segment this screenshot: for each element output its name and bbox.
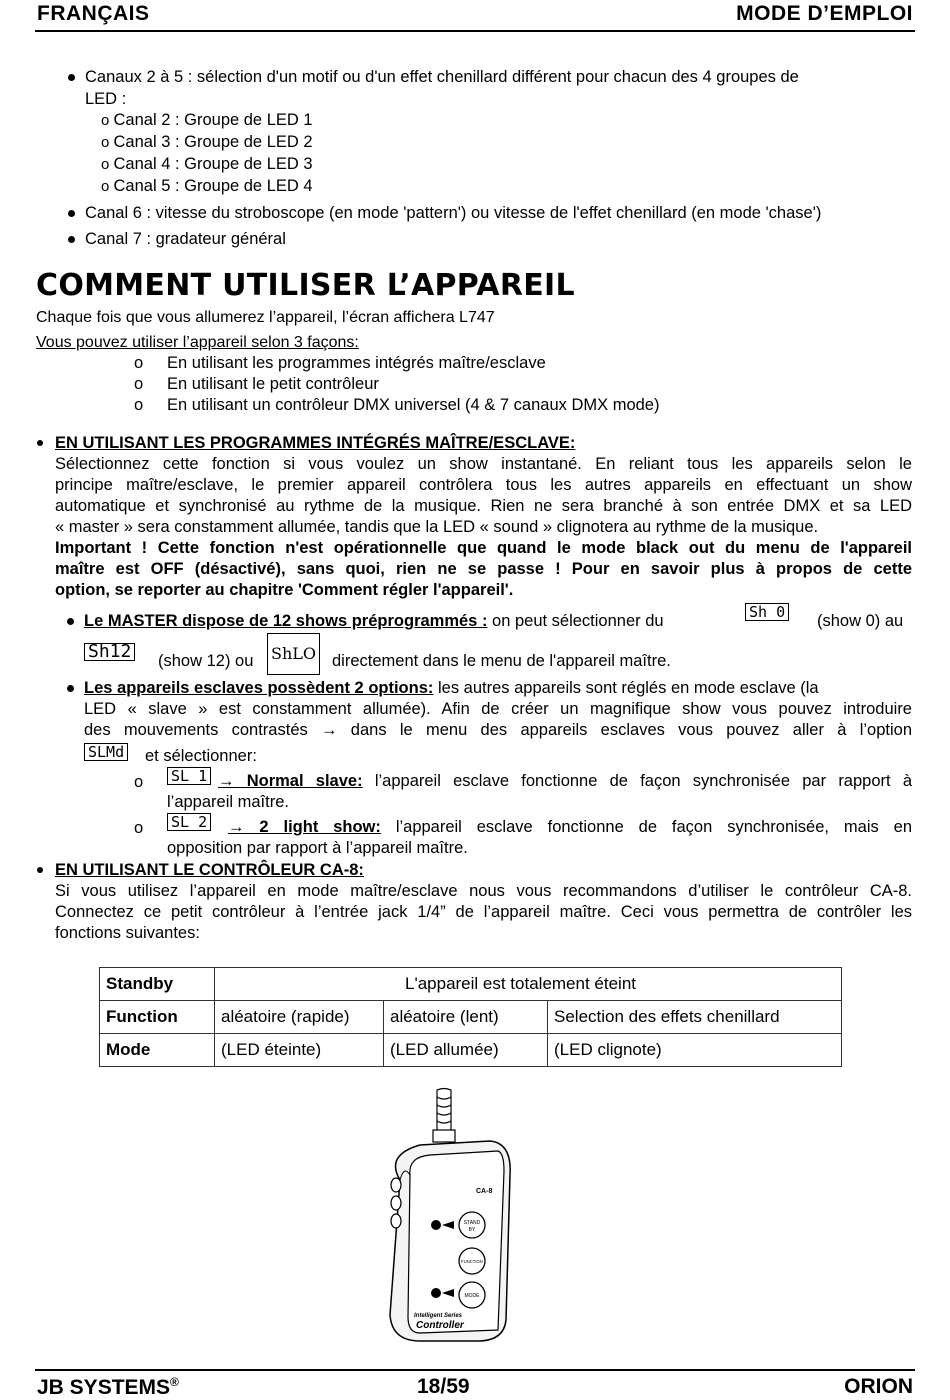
bullet-icon: [67, 618, 74, 625]
table-row: [100, 1001, 842, 1034]
circle-bullet-icon: o: [134, 354, 144, 372]
header-manual-title: MODE D’EMPLOI: [736, 2, 913, 25]
slave-options-text: les autres appareils sont réglés en mode esclave (la: [437, 679, 819, 697]
svg-text:MODE: MODE: [464, 1293, 480, 1299]
led-indicator-icon: [431, 1288, 441, 1298]
slave-select-text: et sélectionner:: [145, 747, 257, 765]
option-2-light-show: → 2 light show: l’appareil esclave fonctionne de façon synchronisée, mais en: [228, 818, 912, 836]
led-icon: [391, 1178, 401, 1228]
brand-small-label: Intelligent Series: [414, 1313, 463, 1319]
bullet-icon: [68, 74, 75, 81]
important-note-last: option, se reporter au chapitre 'Comment régler l'appareil'.: [55, 581, 514, 599]
circle-bullet-icon: o: [101, 156, 114, 173]
table-cell: aléatoire (rapide): [215, 1001, 384, 1034]
way-item: o En utilisant les programmes intégrés maître/esclave: [134, 354, 546, 372]
circle-bullet-icon: o: [134, 396, 144, 414]
channel-7-text: Canal 7 : gradateur général: [85, 230, 286, 248]
channel-6-text: Canal 6 : vitesse du stroboscope (en mode 'pattern') ou vitesse de l'effet chenillard (en mode 'chase'): [85, 204, 822, 222]
master-shows-text: on peut sélectionner du: [492, 612, 664, 630]
table-cell: aléatoire (lent): [384, 1001, 548, 1034]
intro-text: Chaque fois que vous allumerez l’appareil, l’écran affichera L747: [36, 309, 495, 326]
show0-label: (show 0) au: [817, 612, 904, 630]
master-slave-line: Sélectionnez cette fonction si vous voulez un show instantané. En reliant tous les appareils selon le: [55, 455, 912, 473]
table-cell: Selection des effets chenillard: [548, 1001, 842, 1034]
controller-heading: EN UTILISANT LE CONTRÔLEUR CA-8:: [55, 861, 364, 879]
table-row-label: Mode: [100, 1034, 215, 1067]
master-end-text: directement dans le menu de l'appareil maître.: [332, 652, 671, 670]
section-title: COMMENT UTILISER L’APPAREIL: [36, 268, 575, 303]
function-button[interactable]: [459, 1248, 485, 1274]
slave-options-line: LED « slave » est constamment allumée). Afin de créer un magnifique show vous pouvez introduire: [84, 700, 912, 718]
circle-bullet-icon: o: [134, 773, 144, 791]
channel-2-5-cont: LED :: [85, 90, 127, 108]
bullet-icon: [68, 236, 75, 243]
registered-mark: ®: [170, 1375, 179, 1389]
sub-channel-item: o Canal 2 : Groupe de LED 1: [101, 111, 313, 129]
master-slave-line-last: « master » sera constamment allumée, tandis que la LED « sound » clignotera au rythme de la musique.: [55, 518, 819, 536]
slave-options-title: Les appareils esclaves possèdent 2 options:: [84, 679, 434, 697]
header-language: FRANÇAIS: [37, 2, 150, 25]
footer-brand: JB SYSTEMS®: [37, 1375, 179, 1399]
table-cell: (LED allumée): [384, 1034, 548, 1067]
circle-bullet-icon: o: [101, 178, 114, 195]
sub-channel-item: o Canal 4 : Groupe de LED 3: [101, 155, 313, 173]
footer-product: ORION: [844, 1375, 913, 1398]
bullet-icon: [37, 867, 43, 873]
option-normal-slave-cont: l’appareil maître.: [167, 793, 289, 811]
table-row: [100, 968, 842, 1001]
page-footer: [35, 1369, 915, 1399]
option-2-light-show-cont: opposition par rapport à l’appareil maître.: [167, 839, 468, 857]
table-row-label: Standby: [100, 968, 215, 1001]
important-note: Important ! Cette fonction n'est opérationnelle que quand le mode black out du menu de l'appareil: [55, 539, 912, 557]
master-slave-line: automatique et synchronisé au rythme de la musique. Rien ne sera branché à son entrée DMX et sa LED: [55, 497, 912, 515]
controller-body: [390, 1141, 510, 1341]
model-label: CA-8: [476, 1188, 493, 1195]
lcd-shlo-display: ShLO: [267, 633, 320, 675]
option-normal-slave: → Normal slave: l’appareil esclave fonctionne de façon synchronisée par rapport à: [218, 772, 912, 790]
way-item: o En utilisant un contrôleur DMX universel (4 & 7 canaux DMX mode): [134, 396, 660, 414]
sub-channel-item: o Canal 5 : Groupe de LED 4: [101, 177, 313, 195]
master-slave-line: principe maître/esclave, le premier appareil contrôlera tous les autres appareils en effectuant un show: [55, 476, 912, 494]
table-row-label: Function: [100, 1001, 215, 1034]
channel-2-5-text: Canaux 2 à 5 : sélection d'un motif ou d'un effet chenillard différent pour chacun des 4 groupes de: [85, 68, 799, 86]
lcd-sl1-display: SL 1: [167, 767, 211, 785]
master-shows-line: [84, 611, 664, 632]
led-indicator-icon: [431, 1220, 441, 1230]
lcd-show0-display: Sh 0: [745, 603, 789, 621]
cable-icon: [433, 1089, 455, 1143]
controller-line: Connectez ce petit contrôleur à l’entrée jack 1/4” de l’appareil maître. Ceci vous permettra de contrôler les: [55, 903, 912, 921]
master-shows-title: Le MASTER dispose de 12 shows préprogrammés :: [84, 612, 488, 630]
circle-bullet-icon: o: [101, 112, 114, 129]
circle-bullet-icon: o: [134, 375, 144, 393]
slave-options-line: [84, 678, 819, 699]
controller-functions-table: [99, 967, 842, 1067]
page-header: [35, 0, 915, 32]
ca8-controller-illustration: [380, 1085, 520, 1345]
lcd-show12-display: Sh12: [84, 643, 135, 661]
svg-text:STAND: STAND: [463, 1220, 481, 1226]
circle-bullet-icon: o: [101, 134, 114, 151]
table-cell: L'appareil est totalement éteint: [215, 968, 842, 1001]
bullet-icon: [67, 685, 74, 692]
show12-label: (show 12) ou: [158, 652, 254, 670]
way-item: o En utilisant le petit contrôleur: [134, 375, 379, 393]
slave-options-line: des mouvements contrastés → dans le menu des appareils esclaves vous pouvez aller à l’option: [84, 721, 912, 739]
table-row: [100, 1034, 842, 1067]
table-cell: (LED clignote): [548, 1034, 842, 1067]
page-number: 18/59: [417, 1375, 470, 1398]
circle-bullet-icon: o: [134, 819, 144, 837]
ways-heading: Vous pouvez utiliser l’appareil selon 3 façons:: [36, 334, 359, 351]
controller-line-last: fonctions suivantes:: [55, 924, 200, 942]
bullet-icon: [37, 440, 43, 446]
svg-text:FUNCTION: FUNCTION: [461, 1259, 483, 1264]
lcd-sl2-display: SL 2: [167, 813, 211, 831]
controller-line: Si vous utilisez l’appareil en mode maître/esclave nous vous recommandons d’utiliser le contrôleur CA-8.: [55, 882, 912, 900]
sub-channel-item: o Canal 3 : Groupe de LED 2: [101, 133, 313, 151]
master-slave-heading: EN UTILISANT LES PROGRAMMES INTÉGRÉS MAÎTRE/ESCLAVE:: [55, 434, 576, 452]
table-cell: (LED éteinte): [215, 1034, 384, 1067]
svg-text:BY: BY: [468, 1227, 476, 1233]
brand-big-label: Controller: [416, 1320, 464, 1331]
bullet-icon: [68, 210, 75, 217]
lcd-slmd-display: SLMd: [84, 743, 128, 761]
important-note: maître est OFF (désactivé), sans quoi, rien ne se passe ! Pour en savoir plus à propos de cette: [55, 560, 912, 578]
